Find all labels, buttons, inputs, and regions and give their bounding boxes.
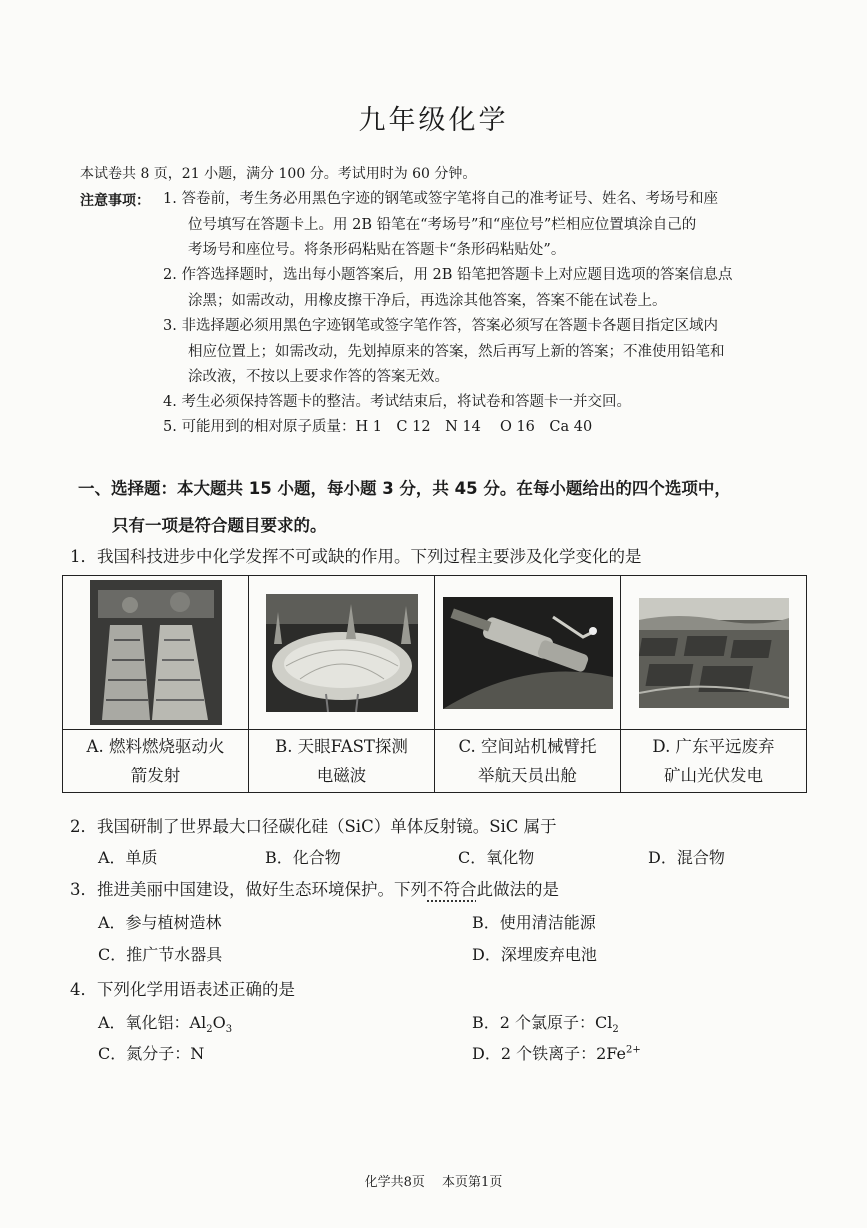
solar-farm-image	[639, 598, 789, 708]
question-3-option-a: A．参与植树造林	[98, 913, 222, 932]
note-3: 3. 非选择题必须用黑色字迹钢笔或签字笔作答，答案必须写在答题卡各题目指定区域内 相应位置上；如需改动，先划掉原来的答案，然后再写上新的答案；不准使用铅笔和 涂改液，不按以上要求作答的答案无效。	[163, 318, 725, 385]
question-1-options-table	[62, 575, 807, 793]
section-header: 一、选择题：本大题共 15 小题，每小题 3 分，共 45 分。在每小题给出的四个选项中， 只有一项是符合题目要求的。	[78, 479, 731, 535]
notes-label: 注意事项：	[80, 193, 150, 209]
question-4-option-d: D．2 个铁离子：$2Fe^{2+}$	[472, 1044, 641, 1063]
note-2: 2. 作答选择题时，选出每小题答案后，用 2B 铅笔把答题卡上对应题目选项的答案信息点 涂黑；如需改动，用橡皮擦干净后，再选涂其他答案，答案不能在试卷上。	[163, 267, 733, 309]
space-station-image	[443, 597, 613, 709]
option-c-caption: C. 空间站机械臂托 举航天员出舱	[435, 730, 621, 793]
fast-telescope-image	[266, 594, 418, 712]
question-1-stem: 1．我国科技进步中化学发挥不可或缺的作用。下列过程主要涉及化学变化的是	[70, 547, 642, 566]
question-4-option-b: B．2 个氯原子：$Cl_2$	[472, 1013, 619, 1036]
question-2-stem: 2．我国研制了世界最大口径碳化硅（SiC）单体反射镜。SiC 属于	[70, 817, 557, 836]
option-d-image-cell	[621, 576, 807, 730]
question-2-option-a: A．单质	[98, 848, 158, 867]
page-title: 九年级化学	[358, 105, 509, 136]
question-3-option-d: D．深埋废弃电池	[472, 945, 597, 964]
question-3-option-c: C．推广节水器具	[98, 945, 223, 964]
note-1: 1. 答卷前，考生务必用黑色字迹的钢笔或签字笔将自己的准考证号、姓名、考场号和座 位号填写在答题卡上。用 2B 铅笔在“考场号”和“座位号”栏相应位置填涂自己的 考场号和座位号。将条形码粘贴在答题卡“条形码粘贴处”。	[163, 191, 718, 258]
question-4-option-a: A．氧化铝：$Al_2O_3$	[98, 1013, 233, 1036]
question-3-option-b: B．使用清洁能源	[472, 913, 596, 932]
note-5: 5. 可能用到的相对原子质量：H 1 C 12 N 14 O 16 Ca 40	[163, 419, 593, 435]
option-c-image-cell	[435, 576, 621, 730]
option-a-image-cell	[63, 576, 249, 730]
option-d-caption: D. 广东平远废弃 矿山光伏发电	[621, 730, 807, 793]
question-4-stem: 4．下列化学用语表述正确的是	[70, 980, 295, 999]
page-footer: 化学共8页 本页第1页	[364, 1175, 503, 1190]
note-4: 4. 考生必须保持答题卡的整洁。考试结束后，将试卷和答题卡一并交回。	[163, 394, 631, 410]
emphasis-text: 不符合	[427, 880, 477, 899]
question-2-option-b: B．化合物	[265, 848, 341, 867]
question-4-option-c: C．氮分子：N	[98, 1044, 205, 1063]
exam-intro: 本试卷共 8 页，21 小题，满分 100 分。考试用时为 60 分钟。	[80, 166, 477, 182]
option-b-caption: B. 天眼FAST探测 电磁波	[249, 730, 435, 793]
option-b-image-cell	[249, 576, 435, 730]
question-2-option-d: D．混合物	[648, 848, 725, 867]
question-3-stem: 3．推进美丽中国建设，做好生态环境保护。下列不符合此做法的是	[70, 880, 559, 899]
option-a-caption: A. 燃料燃烧驱动火 箭发射	[63, 730, 249, 793]
question-2-option-c: C．氧化物	[458, 848, 535, 867]
rocket-engine-image	[90, 580, 222, 725]
